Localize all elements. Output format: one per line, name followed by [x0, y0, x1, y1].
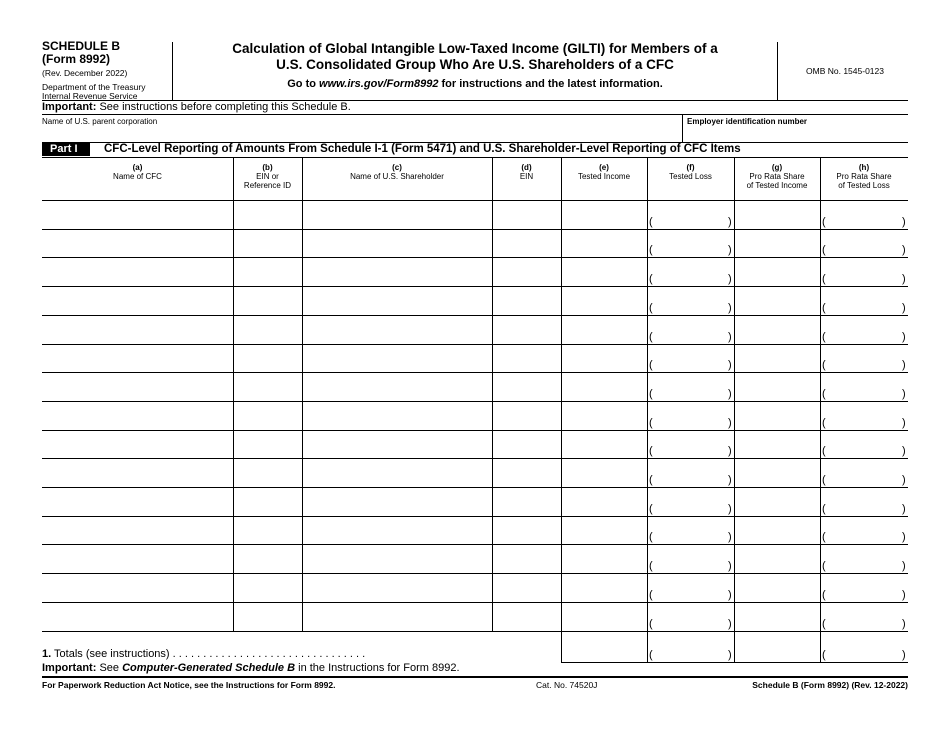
important-notice [42, 101, 351, 113]
table-cell[interactable] [44, 259, 231, 284]
paren-open: ( [649, 649, 653, 661]
table-cell[interactable] [822, 231, 906, 255]
column-header-line1: EIN or [256, 172, 279, 181]
paren-open: ( [822, 331, 826, 343]
totals-label: Totals (see instructions) [51, 648, 170, 660]
paren-close: ) [902, 445, 906, 457]
paren-close: ) [728, 244, 732, 256]
paren-open: ( [649, 503, 653, 515]
part1-title: CFC-Level Reporting of Amounts From Schedule I-1 (Form 5471) and U.S. Shareholder-Level Reporting of CFC Items [104, 143, 741, 155]
paren-open: ( [822, 531, 826, 543]
column-header-letter: (b) [262, 163, 273, 172]
table-cell[interactable] [649, 317, 732, 342]
table-cell[interactable] [494, 518, 559, 542]
paren-close: ) [728, 560, 732, 572]
row-rule [42, 602, 908, 603]
table-cell[interactable] [494, 460, 559, 485]
paren-close: ) [902, 244, 906, 256]
parent-corp-label: Name of U.S. parent corporation [42, 117, 158, 126]
table-cell[interactable] [822, 288, 906, 313]
important-label: Important: [42, 101, 97, 113]
column-header-letter: (h) [858, 163, 870, 172]
paren-close: ) [728, 649, 732, 661]
table-cell[interactable] [494, 374, 559, 399]
column-header-3 [492, 163, 561, 181]
table-cell[interactable] [44, 460, 231, 485]
row-rule [42, 315, 908, 316]
table-cell[interactable] [304, 546, 490, 571]
column-header-line1: Pro Rata Share [749, 172, 805, 181]
important-bottom-label: Important: [42, 662, 97, 674]
table-cell[interactable] [822, 317, 906, 342]
table-cell[interactable] [44, 403, 231, 428]
row-rule [42, 487, 908, 488]
table-cell[interactable] [494, 575, 559, 600]
parent-corp-input[interactable] [44, 127, 676, 141]
table-cell[interactable] [494, 403, 559, 428]
table-cell[interactable] [563, 489, 645, 514]
table-cell[interactable] [235, 374, 300, 399]
table-cell[interactable] [44, 575, 231, 600]
agency: Internal Revenue Service [42, 91, 138, 101]
form-title [180, 41, 770, 73]
instructions-link-line [180, 78, 770, 90]
table-cell[interactable] [649, 460, 732, 485]
table-cell[interactable] [649, 259, 732, 284]
table-cell[interactable] [235, 202, 300, 227]
table-cell[interactable] [304, 374, 490, 399]
table-cell[interactable] [44, 374, 231, 399]
paren-close: ) [902, 560, 906, 572]
paperwork-notice: For Paperwork Reduction Act Notice, see the Instructions for Form 8992. [42, 680, 336, 690]
table-cell[interactable] [563, 346, 645, 370]
table-cell[interactable] [736, 460, 818, 485]
paren-open: ( [649, 331, 653, 343]
table-cell[interactable] [235, 575, 300, 600]
table-cell[interactable] [563, 403, 645, 428]
table-cell[interactable] [235, 317, 300, 342]
table-cell[interactable] [649, 403, 732, 428]
form-title-line1: Calculation of Global Intangible Low-Taxed Income (GILTI) for Members of a [232, 41, 718, 56]
header-divider-left [172, 42, 173, 100]
column-header-line1: EIN [519, 172, 534, 181]
table-cell[interactable] [563, 231, 645, 255]
column-header-line1: Pro Rata Share [836, 172, 892, 181]
table-cell[interactable] [822, 575, 906, 600]
column-divider [561, 157, 562, 662]
form-label: (Form 8992) [42, 52, 111, 66]
table-cell[interactable] [563, 374, 645, 399]
column-header-0 [42, 163, 233, 181]
goto-suffix: for instructions and the latest information. [438, 78, 663, 90]
table-cell[interactable] [304, 575, 490, 600]
table-cell[interactable] [822, 374, 906, 399]
paren-close: ) [728, 388, 732, 400]
table-cell[interactable] [44, 546, 231, 571]
paren-close: ) [902, 618, 906, 630]
table-cell[interactable] [649, 346, 732, 370]
table-cell[interactable] [494, 346, 559, 370]
row-rule [42, 229, 908, 230]
table-cell[interactable] [649, 575, 732, 600]
table-cell[interactable] [649, 202, 732, 227]
table-cell[interactable] [304, 288, 490, 313]
table-cell[interactable] [736, 231, 818, 255]
paren-open: ( [822, 302, 826, 314]
table-cell[interactable] [304, 317, 490, 342]
table-cell[interactable] [235, 346, 300, 370]
header-divider-right [777, 42, 778, 100]
paren-open: ( [649, 417, 653, 429]
important-bottom-post: in the Instructions for Form 8992. [295, 662, 460, 674]
table-cell[interactable] [649, 374, 732, 399]
row-rule [42, 573, 908, 574]
department: Department of the Treasury [42, 82, 146, 92]
table-cell[interactable] [494, 317, 559, 342]
table-cell[interactable] [235, 432, 300, 456]
paren-close: ) [902, 417, 906, 429]
table-cell[interactable] [44, 288, 231, 313]
paren-close: ) [902, 503, 906, 515]
paren-open: ( [649, 531, 653, 543]
paren-close: ) [728, 216, 732, 228]
column-header-letter: (f) [686, 163, 695, 172]
table-cell[interactable] [494, 259, 559, 284]
field-divider [682, 114, 683, 143]
totals-bottom-rule [561, 662, 908, 663]
totals-line [42, 648, 365, 660]
paren-open: ( [822, 216, 826, 228]
totals-number: 1. [42, 648, 52, 660]
paren-close: ) [728, 618, 732, 630]
schedule-title-block [42, 40, 120, 66]
column-header-line1: Tested Loss [669, 172, 712, 181]
paren-open: ( [822, 388, 826, 400]
column-divider [734, 157, 735, 662]
table-cell[interactable] [494, 489, 559, 514]
paren-open: ( [649, 302, 653, 314]
row-rule [42, 344, 908, 345]
table-cell[interactable] [736, 432, 818, 456]
table-cell[interactable] [822, 518, 906, 542]
paren-close: ) [902, 474, 906, 486]
table-cell[interactable] [235, 403, 300, 428]
paren-open: ( [822, 445, 826, 457]
table-cell[interactable] [822, 546, 906, 571]
paren-open: ( [649, 589, 653, 601]
table-cell[interactable] [822, 346, 906, 370]
paren-open: ( [822, 560, 826, 572]
row-rule [42, 631, 908, 632]
table-cell[interactable] [563, 460, 645, 485]
paren-close: ) [902, 331, 906, 343]
table-cell[interactable] [736, 489, 818, 514]
column-header-letter: (g) [771, 163, 783, 172]
paren-close: ) [728, 445, 732, 457]
table-cell[interactable] [44, 202, 231, 227]
table-cell[interactable] [736, 575, 818, 600]
table-cell[interactable] [235, 288, 300, 313]
table-cell[interactable] [494, 288, 559, 313]
table-cell[interactable] [736, 259, 818, 284]
paren-open: ( [822, 244, 826, 256]
paren-open: ( [649, 388, 653, 400]
paren-close: ) [728, 589, 732, 601]
paren-open: ( [649, 560, 653, 572]
column-header-line2: Reference ID [243, 181, 292, 190]
table-cell[interactable] [649, 546, 732, 571]
ein-input[interactable] [687, 127, 905, 141]
paren-close: ) [728, 273, 732, 285]
paren-open: ( [822, 589, 826, 601]
paren-close: ) [902, 273, 906, 285]
row-rule [42, 286, 908, 287]
table-cell[interactable] [494, 432, 559, 456]
column-header-1 [233, 163, 302, 190]
table-cell[interactable] [563, 317, 645, 342]
table-cell[interactable] [304, 460, 490, 485]
paren-open: ( [822, 474, 826, 486]
paren-open: ( [649, 618, 653, 630]
table-cell[interactable] [822, 489, 906, 514]
paren-open: ( [822, 273, 826, 285]
table-cell[interactable] [494, 546, 559, 571]
table-cell[interactable] [44, 432, 231, 456]
table-cell[interactable] [736, 288, 818, 313]
table-cell[interactable] [563, 259, 645, 284]
paren-close: ) [728, 331, 732, 343]
table-cell[interactable] [649, 518, 732, 542]
column-header-line2: of Tested Loss [838, 181, 890, 190]
important-bottom-pre: See [96, 662, 123, 674]
column-divider [647, 157, 648, 662]
table-cell[interactable] [44, 489, 231, 514]
column-header-6 [734, 163, 820, 190]
paren-open: ( [822, 417, 826, 429]
paren-close: ) [728, 302, 732, 314]
important-text: See instructions before completing this Schedule B. [96, 101, 351, 113]
column-header-letter: (a) [132, 163, 143, 172]
row-rule [42, 200, 908, 201]
table-cell[interactable] [649, 231, 732, 255]
rule-above-fields [42, 114, 908, 115]
omb-number: OMB No. 1545-0123 [806, 66, 884, 76]
row-rule [42, 430, 908, 431]
paren-close: ) [902, 589, 906, 601]
table-cell[interactable] [235, 259, 300, 284]
column-header-line1: Name of U.S. Shareholder [350, 172, 444, 181]
table-cell[interactable] [736, 317, 818, 342]
table-cell[interactable] [736, 403, 818, 428]
paren-close: ) [728, 503, 732, 515]
table-cell[interactable] [235, 546, 300, 571]
table-cell[interactable] [304, 432, 490, 456]
form-footer-id: Schedule B (Form 8992) (Rev. 12-2022) [752, 680, 908, 690]
table-cell[interactable] [304, 231, 490, 255]
table-cell[interactable] [736, 346, 818, 370]
paren-close: ) [902, 531, 906, 543]
table-cell[interactable] [235, 518, 300, 542]
table-cell[interactable] [736, 518, 818, 542]
column-header-line1: Tested Income [577, 172, 631, 181]
table-cell[interactable] [44, 317, 231, 342]
row-rule [42, 544, 908, 545]
paren-close: ) [728, 531, 732, 543]
paren-close: ) [728, 474, 732, 486]
table-cell[interactable] [563, 432, 645, 456]
table-cell[interactable] [304, 202, 490, 227]
table-cell[interactable] [563, 202, 645, 227]
paren-open: ( [649, 359, 653, 371]
paren-close: ) [902, 302, 906, 314]
table-cell[interactable] [822, 259, 906, 284]
important-bottom [42, 662, 460, 674]
column-header-line2: of Tested Income [746, 181, 808, 190]
table-cell[interactable] [235, 460, 300, 485]
paren-open: ( [649, 216, 653, 228]
table-cell[interactable] [304, 403, 490, 428]
table-cell[interactable] [304, 346, 490, 370]
row-rule [42, 257, 908, 258]
table-cell[interactable] [44, 346, 231, 370]
paren-close: ) [728, 417, 732, 429]
paren-open: ( [649, 273, 653, 285]
column-header-2 [302, 163, 492, 181]
paren-close: ) [902, 216, 906, 228]
table-cell[interactable] [563, 546, 645, 571]
footer-rule [42, 676, 908, 678]
paren-close: ) [902, 649, 906, 661]
column-header-7 [820, 163, 908, 190]
paren-open: ( [649, 244, 653, 256]
column-header-4 [561, 163, 647, 181]
table-cell[interactable] [649, 288, 732, 313]
goto-prefix: Go to [287, 78, 320, 90]
paren-open: ( [822, 649, 826, 661]
row-rule [42, 372, 908, 373]
schedule-label: SCHEDULE B [42, 39, 121, 53]
paren-open: ( [649, 474, 653, 486]
paren-open: ( [822, 503, 826, 515]
table-cell[interactable] [44, 518, 231, 542]
paren-open: ( [822, 618, 826, 630]
table-cell[interactable] [822, 202, 906, 227]
column-header-letter: (d) [521, 163, 532, 172]
table-cell[interactable] [563, 518, 645, 542]
table-cell[interactable] [494, 202, 559, 227]
computer-generated-ref: Computer-Generated Schedule B [122, 662, 296, 674]
table-cell[interactable] [736, 202, 818, 227]
form-title-line2: U.S. Consolidated Group Who Are U.S. Shareholders of a CFC [276, 57, 674, 72]
table-cell[interactable] [649, 432, 732, 456]
table-cell[interactable] [736, 546, 818, 571]
table-cell[interactable] [822, 432, 906, 456]
table-cell[interactable] [822, 460, 906, 485]
table-cell[interactable] [304, 259, 490, 284]
table-cell[interactable] [736, 374, 818, 399]
table-cell[interactable] [304, 518, 490, 542]
table-cell[interactable] [649, 489, 732, 514]
part1-header [42, 143, 908, 156]
totals-leaders: . . . . . . . . . . . . . . . . . . . . . . . . . . . . . . . . [169, 648, 366, 660]
table-cell[interactable] [235, 489, 300, 514]
table-cell[interactable] [304, 489, 490, 514]
row-rule [42, 401, 908, 402]
column-header-line1: Name of CFC [113, 172, 162, 181]
column-header-letter: (c) [392, 163, 402, 172]
paren-close: ) [902, 359, 906, 371]
revision-date: (Rev. December 2022) [42, 68, 128, 78]
column-header-letter: (e) [599, 163, 609, 172]
part1-label: Part I [42, 143, 90, 156]
paren-close: ) [728, 359, 732, 371]
paren-close: ) [902, 388, 906, 400]
ein-label: Employer identification number [687, 117, 808, 126]
table-cell[interactable] [44, 231, 231, 255]
irs-url-link[interactable]: www.irs.gov/Form8992 [319, 78, 439, 90]
rule-below-part1 [42, 157, 908, 158]
catalog-number: Cat. No. 74520J [536, 680, 598, 690]
table-cell[interactable] [563, 288, 645, 313]
column-divider [820, 157, 821, 662]
row-rule [42, 458, 908, 459]
table-cell[interactable] [822, 403, 906, 428]
table-cell[interactable] [235, 231, 300, 255]
paren-open: ( [822, 359, 826, 371]
column-header-5 [647, 163, 734, 181]
table-cell[interactable] [494, 231, 559, 255]
row-rule [42, 516, 908, 517]
table-cell[interactable] [563, 575, 645, 600]
paren-open: ( [649, 445, 653, 457]
